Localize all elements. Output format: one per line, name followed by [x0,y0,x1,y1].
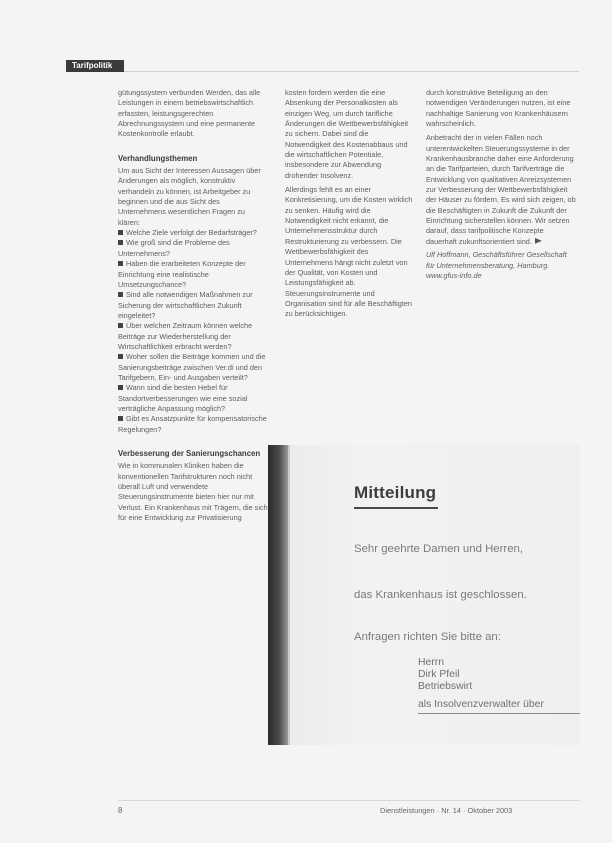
column3-paragraph-2: Anbetracht der in vielen Fällen noch unterentwickelten Steuerungssysteme in der Krankenhausbranche daher eine Anforderung an die Tarifparteien, durch Tarifverträge die Entwicklung von qualitativen Anreizsystemen zur Verbesserung der Wettbewerbsfähigkeit der Häuser zu fördern. Es wird sich zeigen, ob die Beschäftigten in Zukunft die Zukunft der Einrichtung sicherstellen können. Wir setzen darauf, dass tarifpolitische Konzepte dauerhaft zukunftsorientiert sind. [426,133,576,246]
notice-title: Mitteilung [354,483,437,502]
author-credit: Ulf Hoffmann, Geschäftsführer Gesellschaft für Unternehmensberatung, Hamburg. www.gfus-info.de [426,250,567,280]
publication-footer: Dienstleistungen · Nr. 14 · Oktober 2003 [380,806,513,815]
heading-verhandlungsthemen: Verhandlungsthemen [118,153,198,163]
bullet-icon [118,385,123,390]
column1-intro: gütungssystem verbunden Werden, das alle Leistungen in einem betriebswirtschaftlich erfassten, leistungsgerechten Abrechnungssystem und eine permanente Kostenkontrolle erlaubt. [118,88,261,139]
end-mark-icon [535,238,542,244]
notice-title-underline [354,507,438,509]
photo-frame-line [288,445,290,745]
heading-sanierungschancen: Verbesserung der Sanierungschancen [118,449,261,458]
photo-door-edge [268,445,288,745]
article-column-1 [118,88,268,523]
list-item: Gibt es Ansatzpunkte für kompensatorische Regelungen? [118,414,267,434]
notice-address-line: Betriebswirt [418,681,473,692]
list-item: Wann sind die besten Hebel für Standortverbesserungen wie eine sozial verträgliche Anpassung möglich? [118,383,248,413]
column2-paragraph: kosten fordern werden die eine Absenkung der Personalkosten als einzigen Weg, um durch tarifliche Änderungen die Wettbewerbsfähigkeit zu sichern. Dabei sind die Notwendigkeit des Kostenabbaus und die wirtschaftlichen Potentiale, insbesondere zur Abwendung drohender Insolvenz. [285,88,409,180]
notice-address-underline [418,713,580,714]
column1-paragraph: Um aus Sicht der Interessen Aussagen über Änderungen als möglich, konstruktiv verhandeln zu können, ist Arbeitgeber zu beginnen und die aus Sicht des Unternehmens wesentlichen Fragen zu klären: [118,166,261,227]
footer-divider [118,800,580,801]
list-item: Woher sollen die Beiträge kommen und die Sanierungsbeiträge zwischen Ver.di und den Tarifgebern, Ein- und Ausgaben verteilt? [118,352,266,382]
list-item: Wie groß sind die Probleme des Unternehmens? [118,238,230,258]
column2-paragraph-2: Allerdings fehlt es an einer Konkretisierung, um die Kosten wirklich zu senken. Häufig wird die Notwendigkeit nicht erkannt, die Unternehmensstruktur durch Restrukturierung zu verbessern. Die Wettbewerbsfähigkeit des Unternehmens hängt nicht zuletzt von der Qualität, von Kosten und Leistungsfähigkeit ab. Steuerungsinstrumente und Organisation sind für alle Beschäftigten zu berücksichtigen. [285,185,413,319]
section-tag: Tarifpolitik [66,60,124,72]
header-divider [124,71,579,72]
notice-photo [268,445,580,745]
notice-salutation: Sehr geehrte Damen und Herren, [354,543,524,555]
article-column-2 [285,88,415,320]
bullet-icon [118,323,123,328]
list-item: Welche Ziele verfolgt der Bedarfsträger? [118,228,268,238]
notice-address-line: als Insolvenzverwalter über [418,699,544,710]
bullet-icon [118,240,123,245]
page-number: 8 [118,806,123,815]
bullet-icon [118,354,123,359]
bullet-icon [118,230,123,235]
list-item: Sind alle notwendigen Maßnahmen zur Sicherung der wirtschaftlichen Zukunft eingeleitet? [118,290,253,320]
column3-paragraph: durch konstruktive Beteiligung an den notwendigen Veränderungen nutzen, ist eine nachhaltige Sanierung von Krankenhäusern wahrscheinlich. [426,88,571,129]
column1-paragraph-2: Wie in kommunalen Kliniken haben die konventionellen Tarifstrukturen noch nicht überall Luft und verwendete Steuerungsinstrumente bieten hier nur mit Verlust. Ein Krankenhaus mit Trägern, die sich für eine Entwicklung zur Privatisierung [118,461,268,523]
bullet-icon [118,292,123,297]
list-item: Über welchen Zeitraum können welche Beiträge zur Wiederherstellung der Wirtschaftlichkeit erbracht werden? [118,321,253,351]
bullet-icon [118,261,123,266]
bullet-icon [118,416,123,421]
notice-address-line: Dirk Pfeil [418,669,460,680]
article-column-3 [426,88,576,281]
notice-address-line: Herrn [418,657,444,668]
notice-closed-text: das Krankenhaus ist geschlossen. [354,589,527,601]
notice-inquiry-text: Anfragen richten Sie bitte an: [354,631,501,643]
list-item: Haben die erarbeiteten Konzepte der Einrichtung eine realistische Umsetzungschance? [118,259,246,289]
